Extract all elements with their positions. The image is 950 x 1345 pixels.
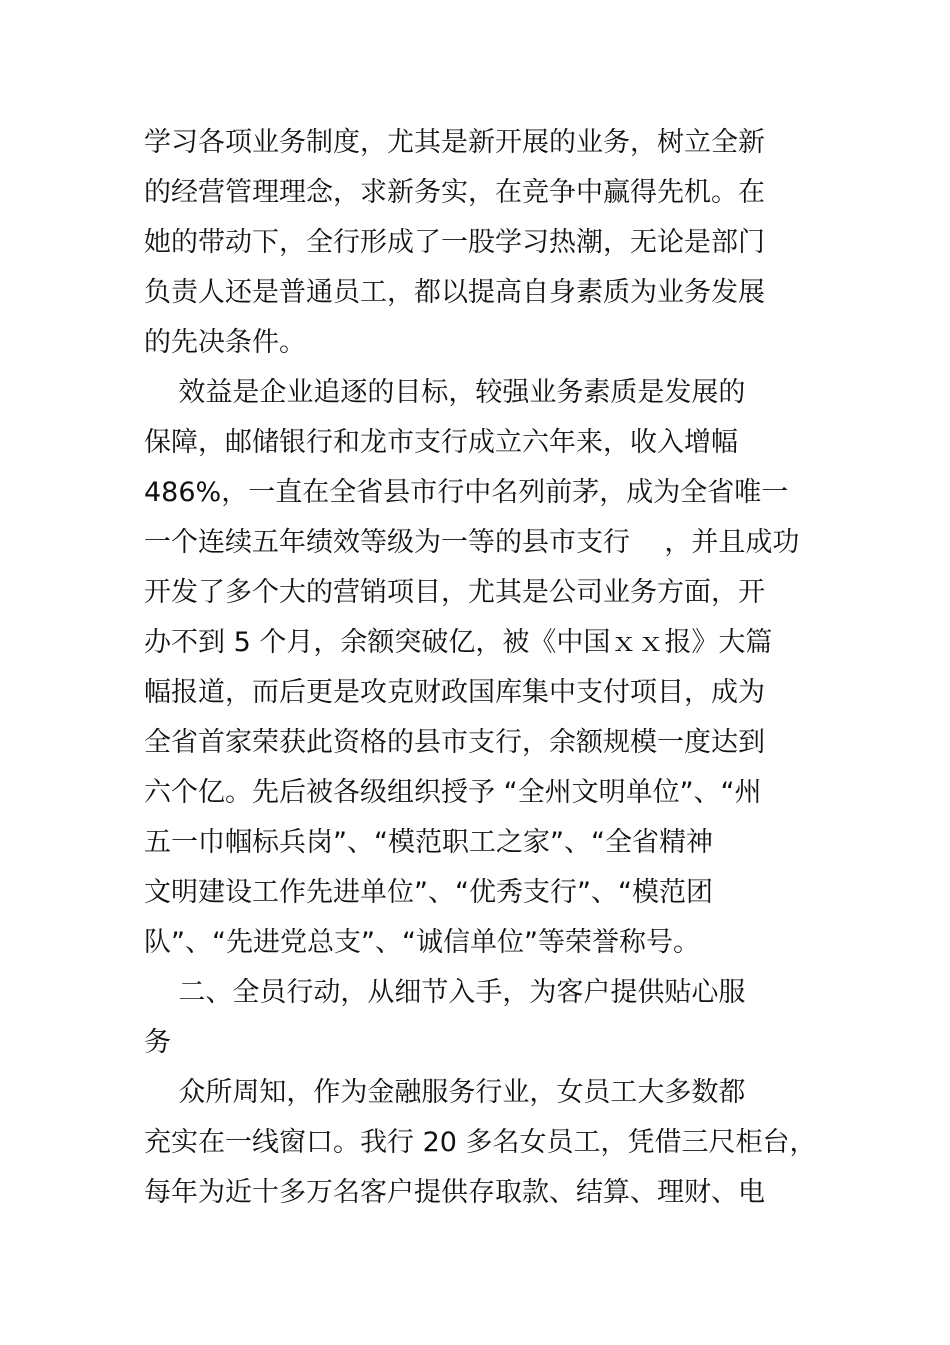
text-line: 一个连续五年绩效等级为一等的县市支行 ，并且成功 — [144, 527, 800, 558]
text-line: 充实在一线窗口。我行 20 多名女员工，凭借三尺柜台， — [144, 1127, 817, 1158]
text-line: 的经营管理理念，求新务实，在竞争中赢得先机。在 — [144, 177, 765, 208]
text-line: 学习各项业务制度，尤其是新开展的业务，树立全新 — [144, 127, 765, 158]
text-line: 开发了多个大的营销项目，尤其是公司业务方面，开 — [144, 577, 765, 608]
text-line: 每年为近十多万名客户提供存取款、结算、理财、电 — [144, 1177, 765, 1208]
text-line: 六个亿。先后被各级组织授予 “全州文明单位”、“州 — [144, 777, 762, 808]
text-line: 幅报道，而后更是攻克财政国库集中支付项目，成为 — [144, 677, 765, 708]
section-heading: 二、全员行动，从细节入手，为客户提供贴心服 — [144, 977, 746, 1008]
text-line: 保障，邮储银行和龙市支行成立六年来，收入增幅 — [144, 427, 738, 458]
text-line: 众所周知，作为金融服务行业，女员工大多数都 — [144, 1077, 746, 1108]
text-line: 办不到 5 个月，余额突破亿，被《中国ｘｘ报》大篇 — [144, 627, 773, 658]
text-line: 她的带动下，全行形成了一股学习热潮，无论是部门 — [144, 227, 765, 258]
text-line: 文明建设工作先进单位”、“优秀支行”、“模范团 — [144, 877, 713, 908]
text-line: 效益是企业追逐的目标，较强业务素质是发展的 — [144, 377, 746, 408]
body-text — [144, 118, 824, 1218]
text-line: 队”、“先进党总支”、“诚信单位”等荣誉称号。 — [144, 927, 700, 958]
text-line: 全省首家荣获此资格的县市支行，余额规模一度达到 — [144, 727, 765, 758]
text-line: 486%，一直在全省县市行中名列前茅，成为全省唯一 — [144, 477, 789, 508]
text-line: 的先决条件。 — [144, 327, 306, 358]
text-line: 五一巾帼标兵岗”、“模范职工之家”、“全省精神 — [144, 827, 713, 858]
text-line: 负责人还是普通员工，都以提高自身素质为业务发展 — [144, 277, 765, 308]
section-heading-continuation: 务 — [144, 1027, 171, 1058]
